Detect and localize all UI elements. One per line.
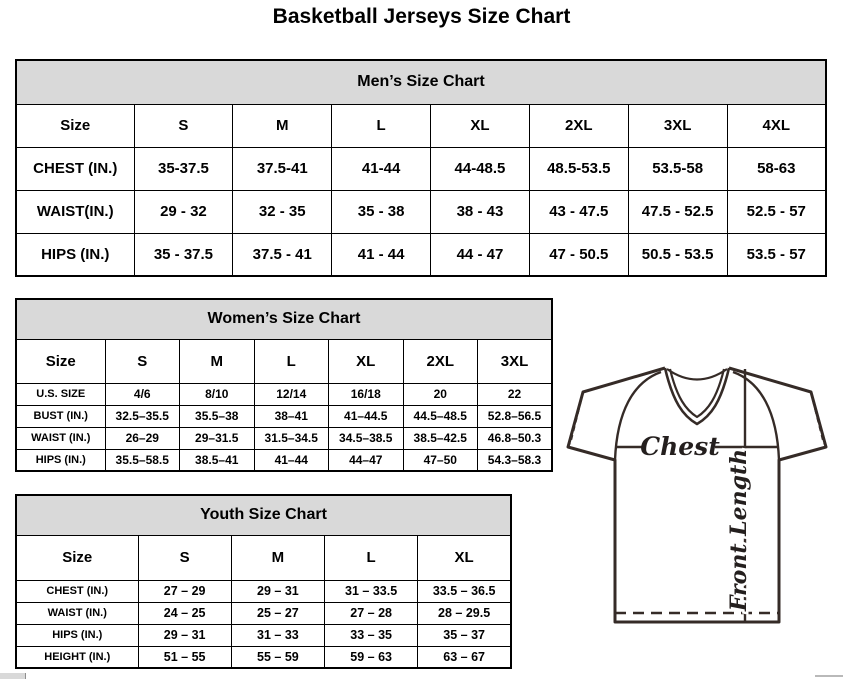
cell: 35.5–38: [180, 405, 255, 427]
cell: 47–50: [403, 449, 478, 471]
cell: 58-63: [727, 147, 826, 190]
cell: 12/14: [254, 383, 329, 405]
cell: 35 – 37: [418, 624, 511, 646]
cell: 29 - 32: [134, 190, 233, 233]
jersey-measurement-diagram: [557, 360, 842, 625]
cell: 27 – 29: [138, 580, 231, 602]
cell: 37.5 - 41: [233, 233, 332, 276]
table-title-band: [16, 495, 511, 535]
cell: 35 - 38: [332, 190, 431, 233]
column-header: M: [231, 535, 324, 580]
column-header: XL: [418, 535, 511, 580]
chest-label: Chest: [640, 432, 720, 461]
cell: 38–41: [254, 405, 329, 427]
cell: 32 - 35: [233, 190, 332, 233]
row-label: HIPS (IN.): [16, 449, 105, 471]
column-header: M: [180, 339, 255, 383]
cell: 33.5 – 36.5: [418, 580, 511, 602]
row-label: HIPS (IN.): [16, 233, 134, 276]
cell: 44.5–48.5: [403, 405, 478, 427]
cell: 41–44: [254, 449, 329, 471]
womens-size-chart-table: [15, 298, 553, 472]
cell: 35-37.5: [134, 147, 233, 190]
cell: 29 – 31: [138, 624, 231, 646]
cell: 27 – 28: [325, 602, 418, 624]
horizontal-scrollbar-thumb[interactable]: [0, 673, 26, 679]
cell: 38.5–41: [180, 449, 255, 471]
cell: 34.5–38.5: [329, 427, 404, 449]
cell: 41-44: [332, 147, 431, 190]
cell: 50.5 - 53.5: [628, 233, 727, 276]
column-header: 2XL: [529, 104, 628, 147]
table-row: [16, 624, 511, 646]
cell: 28 – 29.5: [418, 602, 511, 624]
column-header: L: [254, 339, 329, 383]
cell: 20: [403, 383, 478, 405]
column-header: L: [332, 104, 431, 147]
cell: 48.5-53.5: [529, 147, 628, 190]
row-label: HEIGHT (IN.): [16, 646, 138, 668]
cell: 4/6: [105, 383, 180, 405]
youth-chart-title: Youth Size Chart: [16, 495, 511, 535]
cell: 41 - 44: [332, 233, 431, 276]
cell: 55 – 59: [231, 646, 324, 668]
cell: 8/10: [180, 383, 255, 405]
youth-size-chart-table: [15, 494, 512, 669]
front-length-label: Front Length: [726, 448, 752, 612]
cell: 33 – 35: [325, 624, 418, 646]
row-label: CHEST (IN.): [16, 580, 138, 602]
row-label: HIPS (IN.): [16, 624, 138, 646]
cell: 26–29: [105, 427, 180, 449]
cell: 53.5 - 57: [727, 233, 826, 276]
cell: 52.8–56.5: [478, 405, 553, 427]
cell: 59 – 63: [325, 646, 418, 668]
cell: 44-48.5: [431, 147, 530, 190]
cell: 24 – 25: [138, 602, 231, 624]
table-row: [16, 147, 826, 190]
column-header: S: [138, 535, 231, 580]
row-label: WAIST (IN.): [16, 427, 105, 449]
cell: 46.8–50.3: [478, 427, 553, 449]
table-title-band: [16, 60, 826, 104]
table-row: [16, 646, 511, 668]
table-row: [16, 427, 552, 449]
page-title: Basketball Jerseys Size Chart: [272, 5, 571, 28]
column-header: S: [134, 104, 233, 147]
table-title-band: [16, 299, 552, 339]
cell: 31 – 33: [231, 624, 324, 646]
cell: 29 – 31: [231, 580, 324, 602]
womens-chart-title: Women’s Size Chart: [16, 299, 552, 339]
cell: 29–31.5: [180, 427, 255, 449]
column-header: M: [233, 104, 332, 147]
cell: 37.5-41: [233, 147, 332, 190]
cell: 44 - 47: [431, 233, 530, 276]
cell: 43 - 47.5: [529, 190, 628, 233]
cell: 44–47: [329, 449, 404, 471]
cell: 16/18: [329, 383, 404, 405]
mens-chart-title: Men’s Size Chart: [16, 60, 826, 104]
table-header-row: [16, 535, 511, 580]
table-row: [16, 449, 552, 471]
row-label: BUST (IN.): [16, 405, 105, 427]
cell: 47 - 50.5: [529, 233, 628, 276]
column-header: 4XL: [727, 104, 826, 147]
horizontal-scrollbar-track[interactable]: [815, 675, 843, 677]
cell: 47.5 - 52.5: [628, 190, 727, 233]
cell: 38 - 43: [431, 190, 530, 233]
mens-size-chart-table: [15, 59, 827, 277]
row-label: WAIST (IN.): [16, 602, 138, 624]
column-header: 3XL: [628, 104, 727, 147]
table-header-row: [16, 104, 826, 147]
table-row: [16, 383, 552, 405]
cell: 51 – 55: [138, 646, 231, 668]
column-header: S: [105, 339, 180, 383]
column-header: Size: [16, 104, 134, 147]
cell: 53.5-58: [628, 147, 727, 190]
column-header: 3XL: [478, 339, 553, 383]
column-header: Size: [16, 535, 138, 580]
cell: 52.5 - 57: [727, 190, 826, 233]
table-header-row: [16, 339, 552, 383]
cell: 31.5–34.5: [254, 427, 329, 449]
table-row: [16, 602, 511, 624]
cell: 38.5–42.5: [403, 427, 478, 449]
table-row: [16, 580, 511, 602]
cell: 63 – 67: [418, 646, 511, 668]
cell: 22: [478, 383, 553, 405]
row-label: CHEST (IN.): [16, 147, 134, 190]
cell: 54.3–58.3: [478, 449, 553, 471]
row-label: U.S. SIZE: [16, 383, 105, 405]
jersey-outline-icon: [557, 360, 842, 625]
column-header: XL: [431, 104, 530, 147]
column-header: XL: [329, 339, 404, 383]
cell: 25 – 27: [231, 602, 324, 624]
cell: 31 – 33.5: [325, 580, 418, 602]
row-label: WAIST(IN.): [16, 190, 134, 233]
cell: 32.5–35.5: [105, 405, 180, 427]
table-row: [16, 190, 826, 233]
column-header: Size: [16, 339, 105, 383]
cell: 35.5–58.5: [105, 449, 180, 471]
column-header: 2XL: [403, 339, 478, 383]
cell: 41–44.5: [329, 405, 404, 427]
table-row: [16, 233, 826, 276]
table-row: [16, 405, 552, 427]
column-header: L: [325, 535, 418, 580]
cell: 35 - 37.5: [134, 233, 233, 276]
